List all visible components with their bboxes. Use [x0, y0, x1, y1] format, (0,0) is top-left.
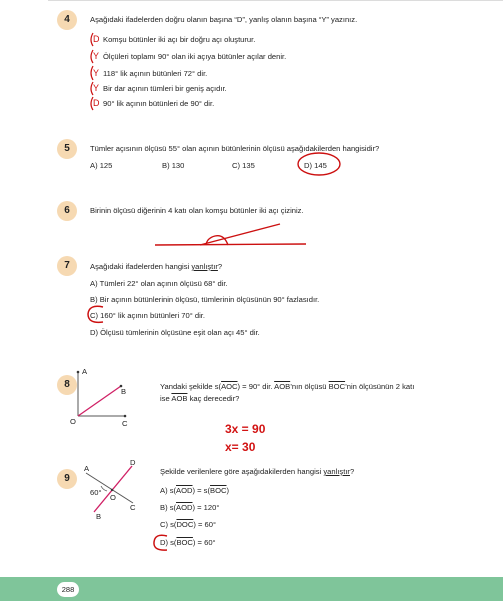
q9-prompt-text: Şekilde verilenlere göre aşağıdakilerden hangisi — [160, 467, 324, 476]
q9-b-post: ) = 120° — [192, 503, 220, 512]
q9-d-pre: D) s( — [160, 538, 177, 547]
q4-item-3-text: 118° lik açının bütünleri 72° dir. — [103, 69, 208, 78]
q9-c-post: ) = 60° — [193, 520, 216, 529]
question-5-prompt: Tümler açısının ölçüsü 55° olan açının bütünlerinin ölçüsü aşağıdakilerden hangisidir? — [90, 144, 380, 153]
q8-label-a: A — [82, 367, 88, 376]
q4-item-1-mark: D — [93, 34, 100, 44]
q4-item-5-text: 90° lik açının bütünleri de 90° dir. — [103, 99, 215, 108]
q7-option-d: D) Ölçüsü tümlerinin ölçüsüne eşit olan açı 45° dir. — [90, 328, 260, 337]
q9-a-arc2: $\overline{BOC}$ — [210, 486, 227, 495]
q4-item-1-text: Komşu bütünler iki açı bir doğru açı oluşturur. — [103, 35, 256, 44]
question-9-number: 9 — [57, 469, 77, 489]
q8-label-c: C — [122, 419, 128, 428]
q9-prompt-end: ? — [349, 467, 355, 476]
q7-option-a: A) Tümleri 22° olan açının ölçüsü 68° dir. — [90, 279, 228, 288]
q4-item-4-mark: Y — [93, 83, 100, 93]
q9-a-arc: $\overline{AOD}$ — [176, 486, 193, 495]
q9-label-c: C — [130, 503, 136, 512]
q9-label-angle: 60° — [90, 488, 102, 497]
q4-item-5-mark: D — [93, 98, 100, 108]
q8-handwritten-line-2: x= 30 — [225, 440, 256, 454]
q4-item-2-text: Ölçüleri toplamı 90° olan iki açıya bütünler açılar denir. — [103, 52, 287, 61]
q9-label-a: A — [84, 464, 90, 473]
q9-d-post: ) = 60° — [192, 538, 216, 547]
q4-item-3-mark: Y — [93, 68, 100, 78]
q8-arc-aob: $\overline{AOB}$ — [274, 382, 291, 391]
q8-label-b: B — [121, 387, 127, 396]
q4-item-2-mark: Y — [93, 51, 100, 61]
q8-text-1: Yandaki şekilde s( — [160, 382, 222, 391]
q8-handwritten-line-1: 3x = 90 — [225, 422, 266, 436]
q5-option-a: A) 125 — [90, 161, 113, 170]
q7-option-b: B) Bir açının bütünlerinin ölçüsü, tümlerinin ölçüsünün 90° fazlasıdır. — [90, 295, 320, 304]
q8-arc-aoc: $\overline{AOC}$ — [221, 382, 238, 391]
q9-a-post: ) — [226, 486, 230, 495]
q4-item-4-text: Bir dar açının tümleri bir geniş açıdır. — [103, 84, 227, 93]
q7-prompt-keyword: yanlıştır — [191, 262, 218, 271]
question-4-prompt: Aşağıdaki ifadelerden doğru olanın başına “D”, yanlış olanın başına “Y” yazınız. — [90, 15, 358, 24]
q9-c-pre: C) s( — [160, 520, 177, 529]
q9-a-mid: ) = s( — [192, 486, 211, 495]
q9-d-arc: $\overline{BOC}$ — [176, 538, 193, 547]
question-6-number: 6 — [57, 201, 77, 221]
q9-label-d: D — [130, 458, 136, 467]
q8-text-2: ) = 90° dir. — [237, 382, 275, 391]
q9-b-arc: $\overline{AOD}$ — [176, 503, 193, 512]
q9-c-arc: $\overline{DOC}$ — [176, 520, 194, 529]
q5-option-b: B) 130 — [162, 161, 185, 170]
q8-label-o: O — [70, 417, 76, 426]
q9-a-pre: A) s( — [160, 486, 177, 495]
q9-prompt-keyword: yanlıştır — [323, 467, 350, 476]
question-7-number: 7 — [57, 256, 77, 276]
q9-label-o: O — [110, 493, 116, 502]
q8-text-4: ’nin ölçüsünün 2 katı — [345, 382, 415, 391]
q9-label-b: B — [96, 512, 102, 521]
q5-option-d: D) 145 — [304, 161, 327, 170]
question-8-number: 8 — [57, 375, 77, 395]
q7-prompt-end: ? — [217, 262, 223, 271]
q9-b-pre: B) s( — [160, 503, 177, 512]
q8-text-5: ise — [160, 394, 172, 403]
q7-prompt-text: Aşağıdaki ifadelerden hangisi — [90, 262, 192, 271]
question-6-prompt: Birinin ölçüsü diğerinin 4 katı olan komşu bütünler iki açı çiziniz. — [90, 206, 304, 215]
q8-arc-aob-2: $\overline{AOB}$ — [171, 394, 188, 403]
q7-option-c: C) 160° lik açının bütünleri 70° dir. — [90, 311, 205, 320]
q5-option-c: C) 135 — [232, 161, 255, 170]
q8-text-6: kaç derecedir? — [187, 394, 240, 403]
question-5-number: 5 — [57, 139, 77, 159]
q8-arc-boc: $\overline{BOC}$ — [328, 382, 346, 391]
page-number: 288 — [57, 582, 79, 597]
q8-text-3: ’nın ölçüsü — [290, 382, 329, 391]
question-4-number: 4 — [57, 10, 77, 30]
